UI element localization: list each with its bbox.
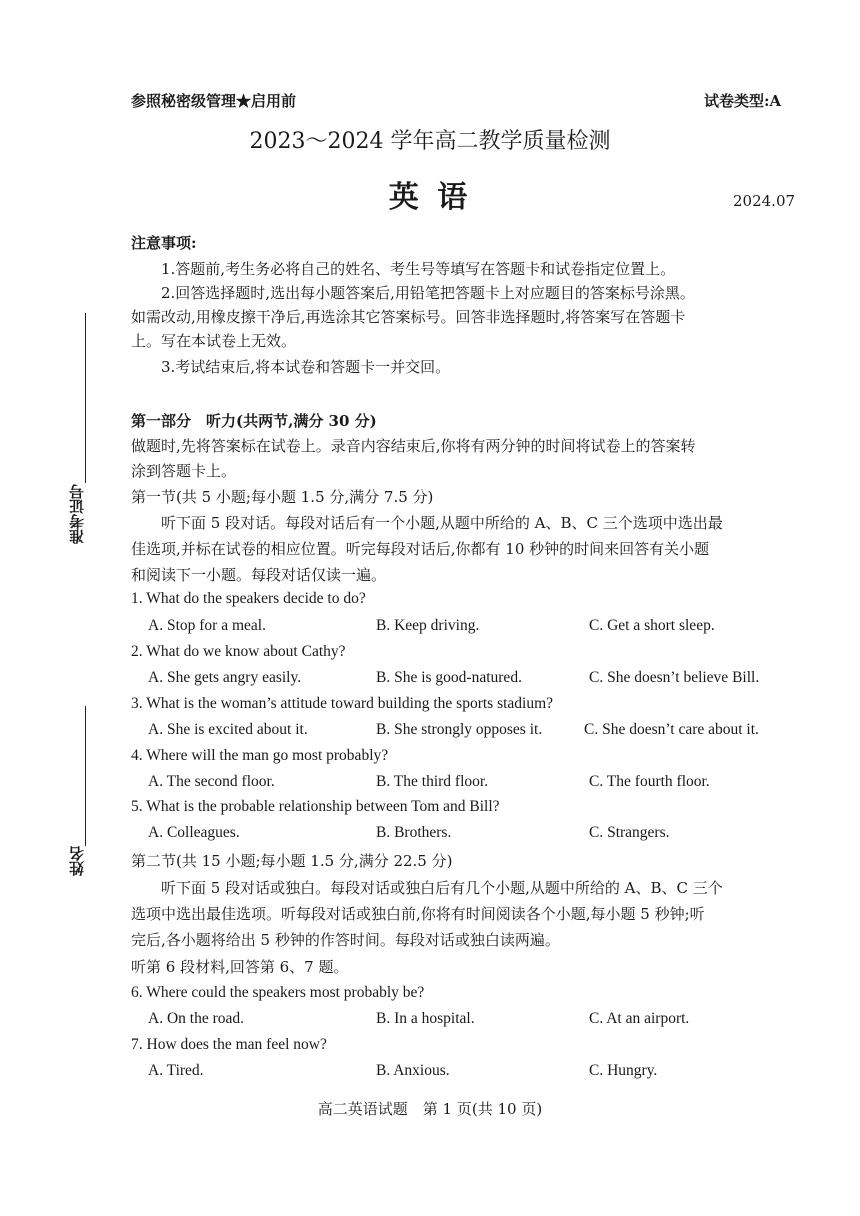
- notice-item-1: 1.答题前,考生务必将自己的姓名、考生号等填写在答题卡和试卷指定位置上。: [161, 260, 676, 278]
- option-c: C. Get a short sleep.: [589, 617, 715, 634]
- name-line: [85, 706, 86, 846]
- notice-item-2: 2.回答选择题时,选出每小题答案后,用铅笔把答题卡上对应题目的答案标号涂黑。: [161, 284, 695, 302]
- option-c: C. She doesn’t care about it.: [584, 721, 759, 738]
- notice-item-2-cont: 如需改动,用橡皮擦干净后,再选涂其它答案标号。回答非选择题时,将答案写在答题卡: [131, 308, 686, 326]
- part1-intro-cont: 涂到答题卡上。: [131, 462, 237, 480]
- section2-intro-3: 完后,各小题将给出 5 秒钟的作答时间。每段对话或独白读两遍。: [131, 931, 560, 949]
- name-label: 姓名: [68, 846, 86, 876]
- part1-intro: 做题时,先将答案标在试卷上。录音内容结束后,你将有两分钟的时间将试卷上的答案转: [131, 437, 696, 455]
- section2-heading: 第二节(共 15 小题;每小题 1.5 分,满分 22.5 分): [131, 852, 453, 870]
- section1-intro-3: 和阅读下一小题。每段对话仅读一遍。: [131, 566, 387, 584]
- option-c: C. Strangers.: [589, 824, 670, 841]
- option-a: A. Stop for a meal.: [148, 617, 266, 634]
- question-4: 4. Where will the man go most probably?: [131, 747, 389, 764]
- option-c: C. She doesn’t believe Bill.: [589, 669, 760, 686]
- section2-intro: 听下面 5 段对话或独白。每段对话或独白后有几个小题,从题中所给的 A、B、C 三个: [161, 879, 723, 897]
- option-a: A. She is excited about it.: [148, 721, 308, 738]
- section1-heading: 第一节(共 5 小题;每小题 1.5 分,满分 7.5 分): [131, 488, 434, 506]
- section2-intro-2: 选项中选出最佳选项。听每段对话或独白前,你将有时间阅读各个小题,每小题 5 秒钟;听: [131, 905, 705, 923]
- section1-intro-2: 佳选项,并标在试卷的相应位置。听完每段对话后,你都有 10 秒钟的时间来回答有关小题: [131, 540, 710, 558]
- option-c: C. The fourth floor.: [589, 773, 710, 790]
- option-a: A. She gets angry easily.: [148, 669, 302, 686]
- option-c: C. Hungry.: [589, 1062, 658, 1079]
- subject-title: 英 语: [388, 180, 472, 215]
- question-1: 1. What do the speakers decide to do?: [131, 590, 366, 607]
- paper-type: 试卷类型:A: [704, 92, 782, 110]
- exam-id-line: [85, 313, 86, 483]
- question-6: 6. Where could the speakers most probably be?: [131, 984, 425, 1001]
- question-5: 5. What is the probable relationship between Tom and Bill?: [131, 798, 500, 815]
- option-a: A. On the road.: [148, 1010, 244, 1027]
- part1-heading: 第一部分 听力(共两节,满分 30 分): [131, 412, 377, 430]
- notice-item-2-end: 上。写在本试卷上无效。: [131, 332, 297, 350]
- section1-intro: 听下面 5 段对话。每段对话后有一个小题,从题中所给的 A、B、C 三个选项中选出最: [161, 514, 723, 532]
- option-c: C. At an airport.: [589, 1010, 690, 1027]
- option-b: B. Keep driving.: [376, 617, 480, 634]
- exam-date: 2024.07: [733, 192, 796, 210]
- question-2: 2. What do we know about Cathy?: [131, 643, 346, 660]
- exam-id-label: 准考证号: [68, 484, 86, 544]
- notice-item-3: 3.考试结束后,将本试卷和答题卡一并交回。: [161, 358, 451, 376]
- notice-heading: 注意事项:: [131, 234, 197, 252]
- page-footer: 高二英语试题 第 1 页(共 10 页): [317, 1100, 543, 1118]
- option-b: B. Anxious.: [376, 1062, 450, 1079]
- confidential-label: 参照秘密级管理★启用前: [131, 92, 297, 110]
- option-a: A. The second floor.: [148, 773, 275, 790]
- option-b: B. She strongly opposes it.: [376, 721, 543, 738]
- question-3: 3. What is the woman’s attitude toward building the sports stadium?: [131, 695, 554, 712]
- option-b: B. The third floor.: [376, 773, 489, 790]
- option-b: B. In a hospital.: [376, 1010, 475, 1027]
- option-b: B. She is good-natured.: [376, 669, 522, 686]
- option-b: B. Brothers.: [376, 824, 452, 841]
- material-6-note: 听第 6 段材料,回答第 6、7 题。: [131, 958, 349, 976]
- option-a: A. Colleagues.: [148, 824, 240, 841]
- question-7: 7. How does the man feel now?: [131, 1036, 327, 1053]
- option-a: A. Tired.: [148, 1062, 204, 1079]
- exam-title: 2023～2024 学年高二教学质量检测: [249, 129, 611, 154]
